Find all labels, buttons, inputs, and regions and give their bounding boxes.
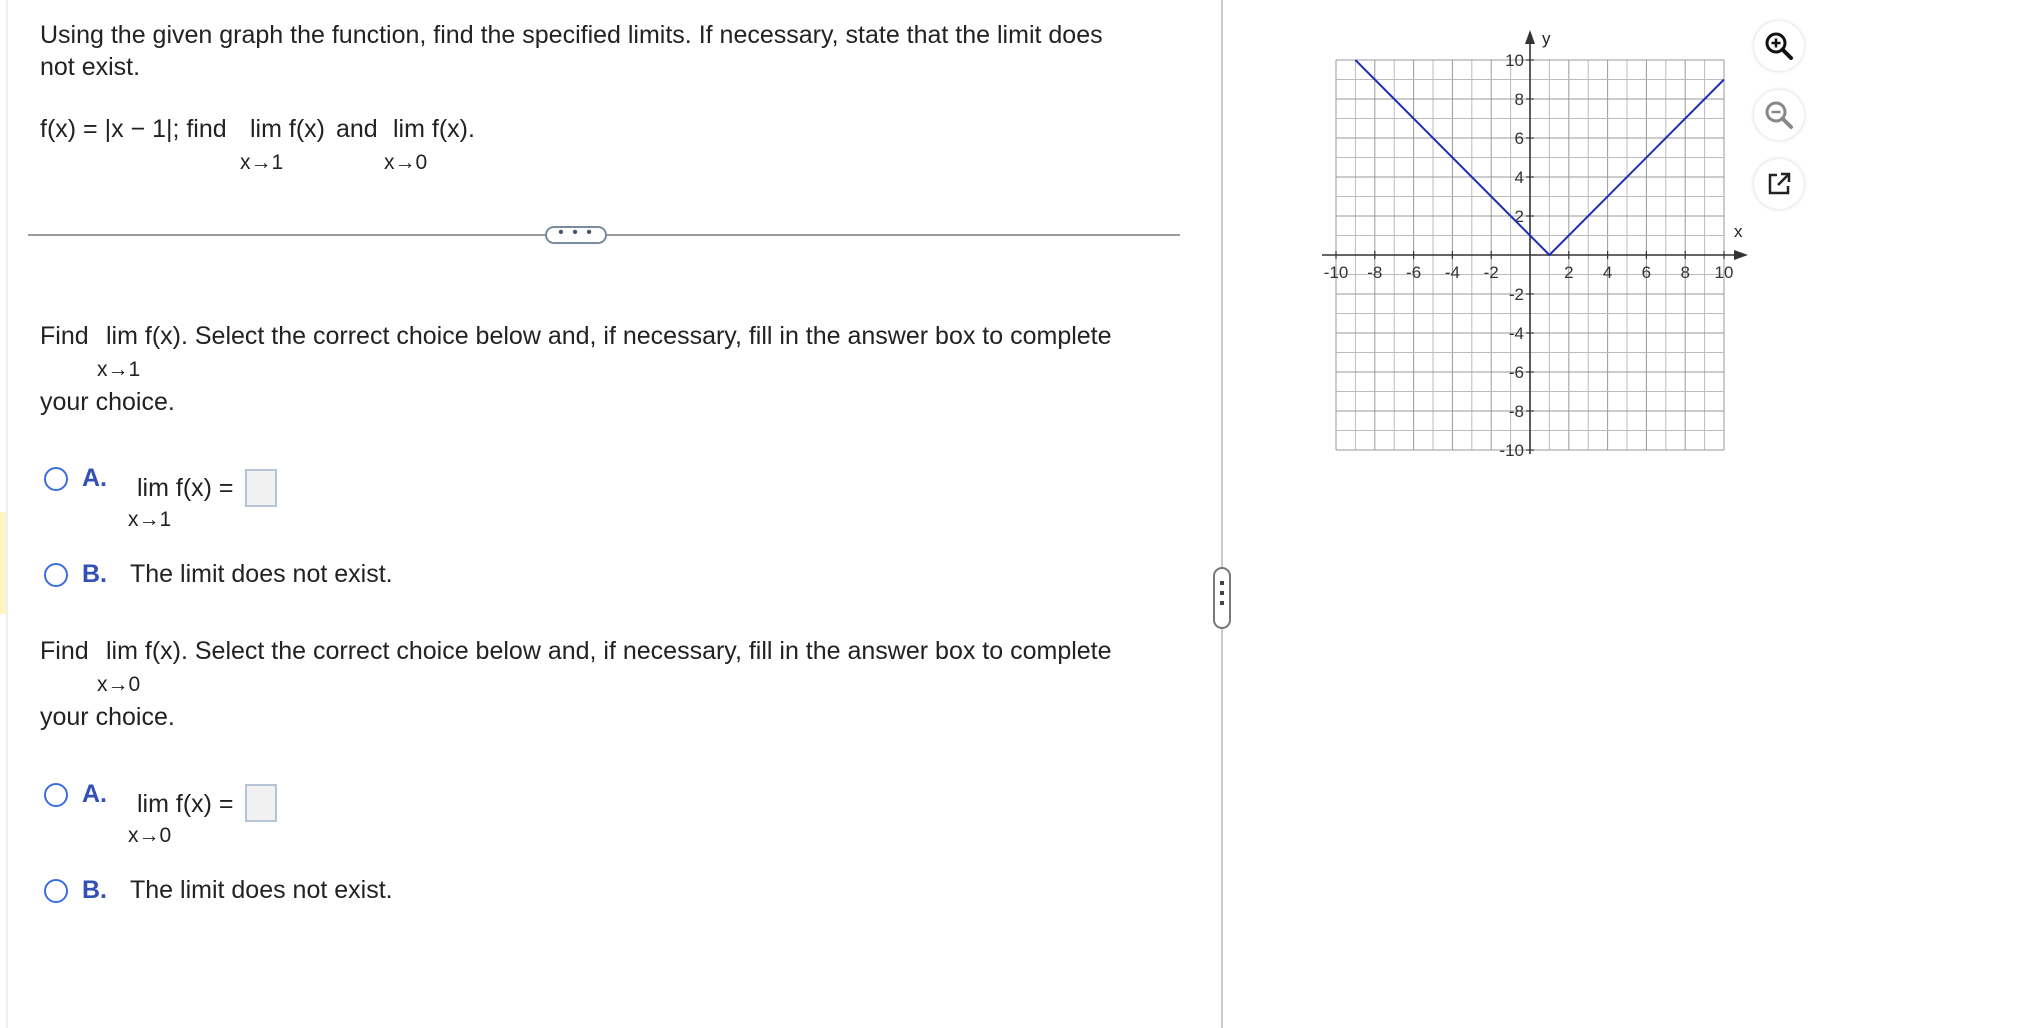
- x-tick-label: 8: [1680, 263, 1690, 282]
- zoom-in-button[interactable]: [1754, 21, 1804, 71]
- part2-option-b-text: The limit does not exist.: [130, 876, 393, 904]
- part2-option-a-limit: lim f(x) =: [137, 790, 234, 818]
- y-tick-label: 4: [1514, 168, 1524, 187]
- y-tick-label: -8: [1508, 402, 1524, 421]
- y-axis-arrow: [1525, 30, 1535, 44]
- x-tick-label: -4: [1444, 263, 1460, 282]
- part2-option-b-letter: B.: [82, 876, 107, 904]
- part2-prompt: lim f(x). Select the correct choice below and, if necessary, fill in the answer box to complete: [106, 637, 1112, 665]
- zoom-out-icon: [1763, 99, 1795, 131]
- part1-option-b-radio[interactable]: [44, 563, 68, 587]
- limit-expression-2: lim f(x).: [393, 115, 475, 143]
- x-tick-label: -8: [1367, 263, 1383, 282]
- panel-divider: [1221, 0, 1223, 1028]
- y-tick-label: 6: [1514, 129, 1524, 148]
- zoom-out-button[interactable]: [1754, 90, 1804, 140]
- part1-option-a-radio[interactable]: [44, 467, 68, 491]
- x-tick-label: -6: [1406, 263, 1422, 282]
- pop-out-button[interactable]: [1754, 159, 1804, 209]
- limit-expression-1: lim f(x): [250, 115, 325, 143]
- y-axis-label: y: [1542, 29, 1551, 48]
- instruction-line-1: Using the given graph the function, find the specified limits. If necessary, state that the limit does: [40, 21, 1103, 49]
- part1-find: Find: [40, 322, 89, 350]
- part1-option-a-subscript: x→1: [128, 508, 172, 531]
- limit-subscript-2: x→0: [384, 151, 428, 174]
- and-text: and: [336, 115, 378, 143]
- x-tick-label: 2: [1564, 263, 1574, 282]
- part2-option-a-subscript: x→0: [128, 824, 172, 847]
- panel-resize-handle[interactable]: [1213, 567, 1231, 629]
- part2-answer-box[interactable]: [245, 784, 277, 822]
- y-tick-label: 10: [1505, 51, 1524, 70]
- expand-button[interactable]: • • •: [545, 226, 607, 244]
- x-axis-arrow: [1734, 250, 1748, 260]
- part1-option-a-limit: lim f(x) =: [137, 474, 234, 502]
- part2-find: Find: [40, 637, 89, 665]
- x-tick-label: -10: [1323, 263, 1349, 282]
- part2-option-a-radio[interactable]: [44, 783, 68, 807]
- y-tick-label: -6: [1508, 363, 1524, 382]
- part1-line2: your choice.: [40, 388, 175, 416]
- part1-subscript: x→1: [97, 358, 141, 381]
- x-tick-label: 6: [1641, 263, 1652, 282]
- y-tick-label: 8: [1514, 90, 1524, 109]
- part1-prompt: lim f(x). Select the correct choice below and, if necessary, fill in the answer box to complete: [106, 322, 1112, 350]
- function-graph: [1300, 20, 1750, 470]
- function-definition: f(x) = |x − 1|; find: [40, 115, 227, 143]
- part2-subscript: x→0: [97, 673, 141, 696]
- x-tick-label: -2: [1483, 263, 1499, 282]
- y-tick-label: -2: [1508, 285, 1524, 304]
- zoom-in-icon: [1763, 30, 1795, 62]
- part2-line2: your choice.: [40, 703, 175, 731]
- part1-option-a-letter: A.: [82, 464, 107, 492]
- part1-option-b-text: The limit does not exist.: [130, 560, 393, 588]
- instruction-line-2: not exist.: [40, 53, 141, 81]
- part1-option-b-letter: B.: [82, 560, 107, 588]
- x-tick-label: 10: [1714, 263, 1734, 282]
- part2-option-a-letter: A.: [82, 780, 107, 808]
- y-tick-label: 2: [1514, 207, 1524, 226]
- pop-out-icon: [1763, 168, 1795, 200]
- part1-answer-box[interactable]: [245, 469, 277, 507]
- y-tick-label: -10: [1499, 441, 1524, 460]
- x-tick-label: 4: [1602, 263, 1613, 282]
- limit-subscript-1: x→1: [240, 151, 284, 174]
- x-axis-label: x: [1734, 222, 1743, 241]
- y-tick-label: -4: [1508, 324, 1524, 343]
- part2-option-b-radio[interactable]: [44, 879, 68, 903]
